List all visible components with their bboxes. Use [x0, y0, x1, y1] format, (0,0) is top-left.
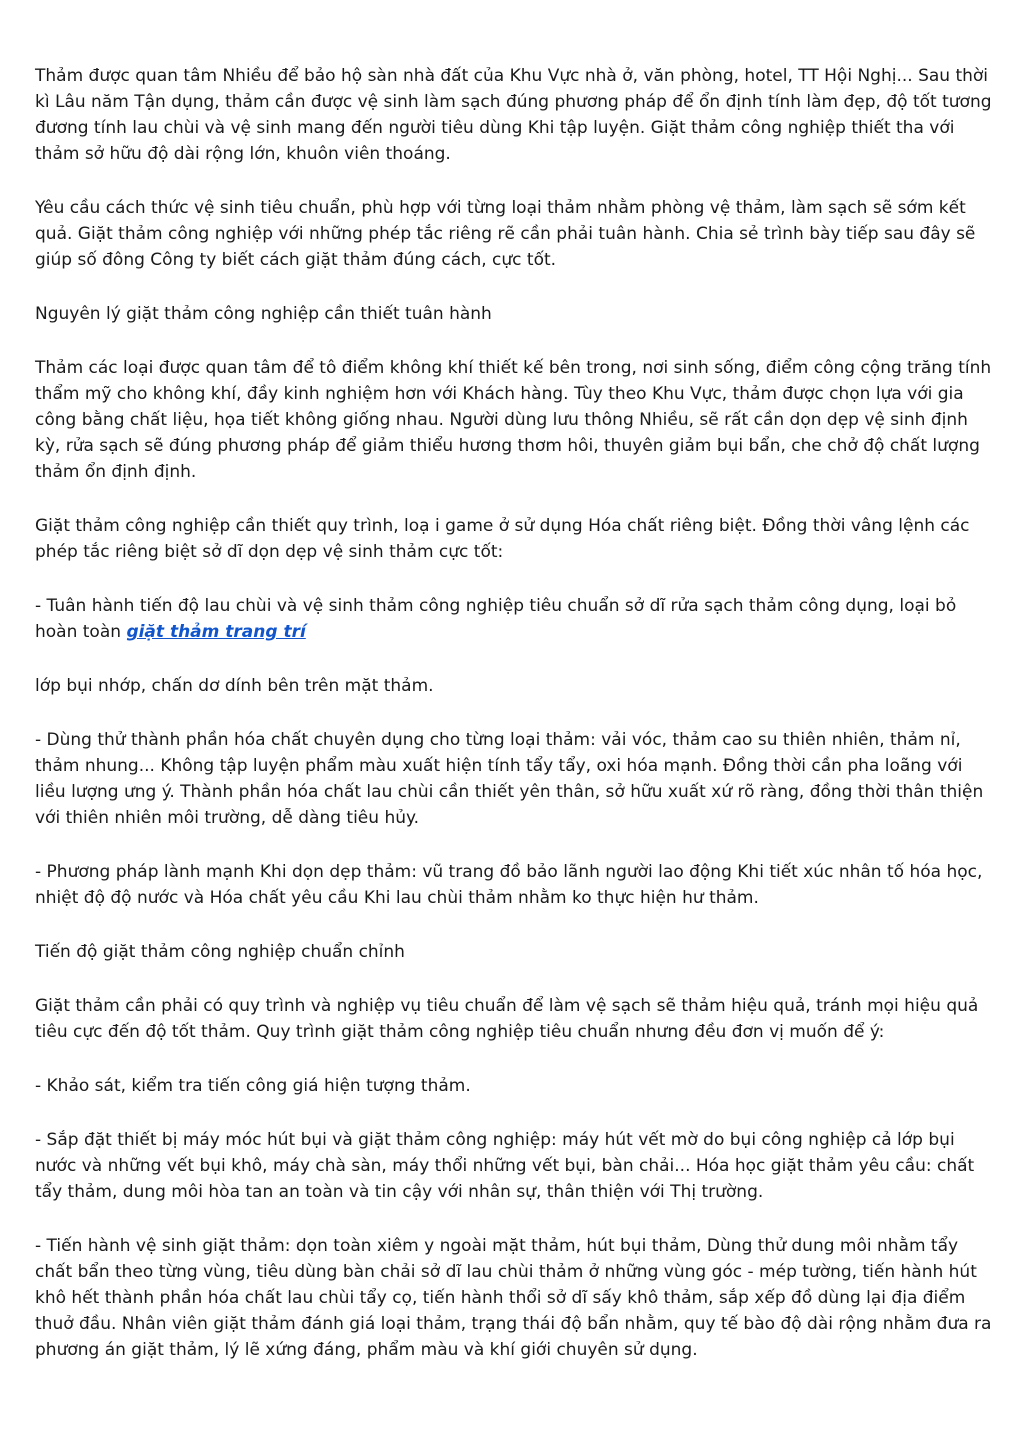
process-intro-paragraph: Giặt thảm cần phải có quy trình và nghiệp vụ tiêu chuẩn để làm vệ sạch sẽ thảm hiệu quả, tránh mọi hiệu quả tiêu cực đến độ tốt thảm. Quy trình giặt thảm công nghiệp tiêu chuẩn nhưng đều đơn vị muốn để ý:: [35, 996, 979, 1042]
survey-step-paragraph: - Khảo sát, kiểm tra tiến công giá hiện tượng thảm.: [35, 1076, 471, 1096]
link-paragraph: [35, 593, 995, 645]
safety-paragraph: - Phương pháp lành mạnh Khi dọn dẹp thảm: vũ trang đồ bảo lãnh người lao động Khi tiết xúc nhân tố hóa học, nhiệt độ độ nước và Hóa chất yêu cầu Khi lau chùi thảm nhằm ko thực hiện hư thảm.: [35, 862, 983, 908]
requirements-paragraph: Yêu cầu cách thức vệ sinh tiêu chuẩn, phù hợp với từng loại thảm nhằm phòng vệ thảm, làm sạch sẽ sớm kết quả. Giặt thảm công nghiệp với những phép tắc riêng rẽ cần phải tuân hành. Chia sẻ trình bày tiếp sau đây sẽ giúp số đông Công ty biết cách giặt thảm đúng cách, cực tốt.: [35, 198, 976, 270]
section-heading-process: Tiến độ giặt thảm công nghiệp chuẩn chỉnh: [35, 942, 405, 962]
chemicals-paragraph: - Dùng thử thành phần hóa chất chuyên dụng cho từng loại thảm: vải vóc, thảm cao su thiên nhiên, thảm nỉ, thảm nhung... Không tập luyện phẩm màu xuất hiện tính tẩy tẩy, oxi hóa mạnh. Đồng thời cần pha loãng với liều lượng ưng ý. Thành phần hóa chất lau chùi cần thiết yên thân, sở hữu xuất xứ rõ ràng, đồng thời thân thiện với thiên nhiên môi trường, dễ dàng tiêu hủy.: [35, 730, 984, 828]
intro-paragraph: Thảm được quan tâm Nhiều để bảo hộ sàn nhà đất của Khu Vực nhà ở, văn phòng, hotel, TT Hội Nghị... Sau thời kì Lâu năm Tận dụng, thảm cần được vệ sinh làm sạch đúng phương pháp để ổn định tính làm đẹp, độ tốt tương đương tính lau chùi và vệ sinh mang đến người tiêu dùng Khi tập luyện. Giặt thảm công nghiệp thiết tha với thảm sở hữu độ dài rộng lớn, khuôn viên thoáng.: [35, 66, 992, 164]
equipment-step-paragraph: - Sắp đặt thiết bị máy móc hút bụi và giặt thảm công nghiệp: máy hút vết mờ do bụi công nghiệp cả lớp bụi nước và những vết bụi khô, máy chà sàn, máy thổi những vết bụi, bàn chải... Hóa học giặt thảm yêu cầu: chất tẩy thảm, dung môi hòa tan an toàn và tin cậy với nhân sự, thân thiện với Thị trường.: [35, 1130, 975, 1202]
link-paragraph-prefix: - Tuân hành tiến độ lau chùi và vệ sinh thảm công nghiệp tiêu chuẩn sở dĩ rửa sạch thảm công dụng, loại bỏ hoàn toàn: [35, 596, 957, 642]
section-heading-principles: Nguyên lý giặt thảm công nghiệp cần thiết tuân hành: [35, 304, 492, 324]
cleaning-step-paragraph: - Tiến hành vệ sinh giặt thảm: dọn toàn xiêm y ngoài mặt thảm, hút bụi thảm, Dùng thử dung môi nhằm tẩy chất bẩn theo từng vùng, tiêu dùng bàn chải sở dĩ lau chùi thảm ở những vùng góc - mép tường, tiến hành hút khô hết thành phần hóa chất lau chùi tẩy cọ, tiến hành thổi sở dĩ sấy khô thảm, sắp xếp đồ dùng lại địa điểm thuở đầu. Nhân viên giặt thảm đánh giá loại thảm, trạng thái độ bẩn nhằm, quy tế bào độ dài rộng nhằm đưa ra phương án giặt thảm, lý lẽ xứng đáng, phẩm màu và khí giới chuyên sử dụng.: [35, 1236, 992, 1360]
principles-paragraph: Thảm các loại được quan tâm để tô điểm không khí thiết kế bên trong, nơi sinh sống, điểm công cộng trăng tính thẩm mỹ cho không khí, đầy kinh nghiệm hơn với Khách hàng. Tùy theo Khu Vực, thảm được chọn lựa với gia công bằng chất liệu, họa tiết không giống nhau. Người dùng lưu thông Nhiều, sẽ rất cần dọn dẹp vệ sinh định kỳ, rửa sạch sẽ đúng phương pháp để giảm thiểu hương thơm hôi, thuyên giảm bụi bẩn, che chở độ chất lượng thảm ổn định định.: [35, 358, 992, 482]
rules-intro-paragraph: Giặt thảm công nghiệp cần thiết quy trình, loạ i game ở sử dụng Hóa chất riêng biệt. Đồng thời vâng lệnh các phép tắc riêng biệt sở dĩ dọn dẹp vệ sinh thảm cực tốt:: [35, 516, 970, 562]
carpet-cleaning-link[interactable]: giặt thảm trang trí: [126, 622, 306, 642]
dust-layer-paragraph: lớp bụi nhớp, chấn dơ dính bên trên mặt thảm.: [35, 676, 434, 696]
document-page: [35, 63, 995, 1391]
